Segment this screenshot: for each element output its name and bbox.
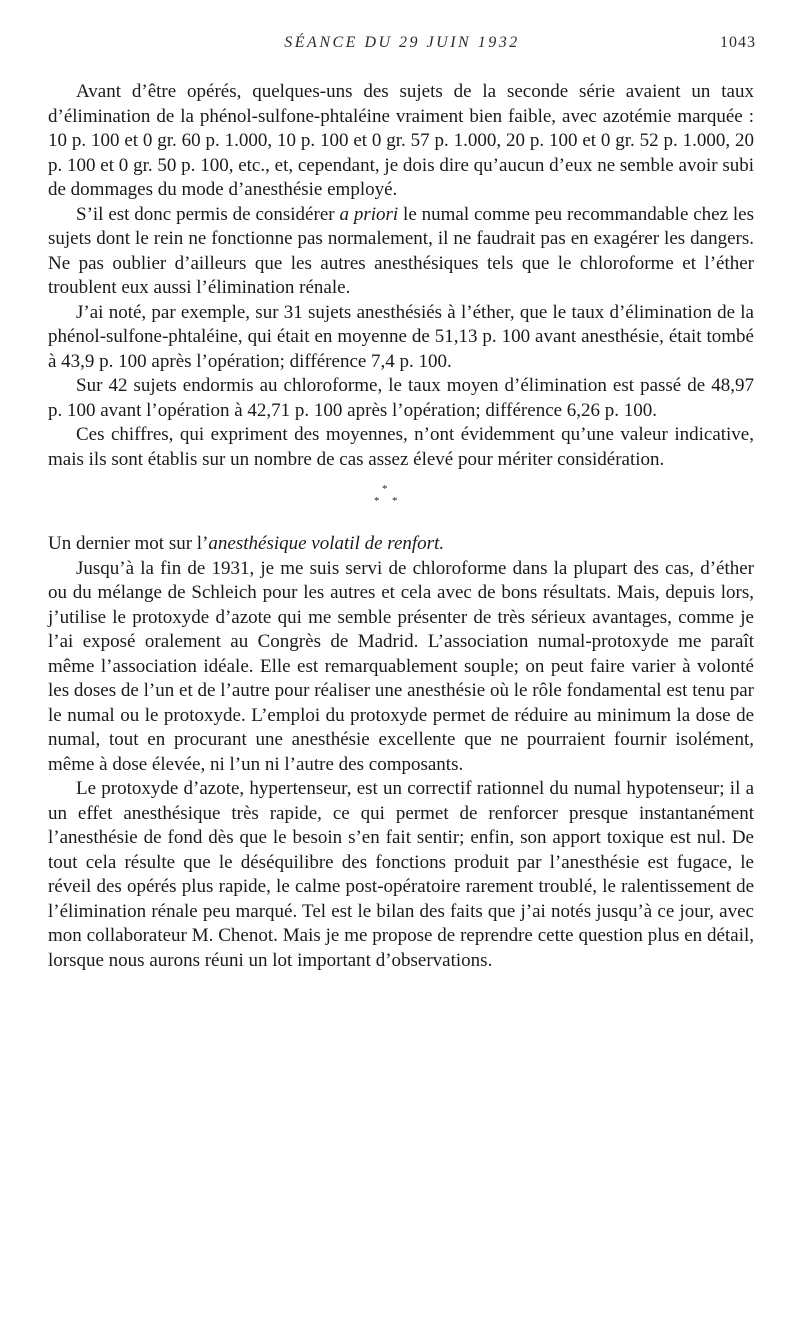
paragraph-2-italic: a priori xyxy=(339,203,399,225)
page-number: 1043 xyxy=(720,34,756,51)
separator-star: * xyxy=(382,483,388,495)
paragraph-2 xyxy=(48,203,754,301)
paragraph-2-text-a: S’il est donc permis de considérer xyxy=(76,203,340,225)
section-separator xyxy=(48,472,754,532)
separator-star: * xyxy=(374,495,380,507)
paragraph-3: J’ai noté, par exemple, sur 31 sujets anesthésiés à l’éther, que le taux d’élimination de la phénol-sulfone-phtaléine, qui était en moyenne de 51,13 p. 100 avant anesthésie, était tombé à 43,9 p. 100 après l’opération; différence 7,4 p. 100. xyxy=(48,301,754,372)
section-heading-text: Un dernier mot sur l’ xyxy=(48,533,209,554)
section-heading-italic: anesthésique volatil de renfort. xyxy=(208,533,445,554)
paragraph-4: Sur 42 sujets endormis au chloroforme, le taux moyen d’élimination est passé de 48,97 p. 100 avant l’opération à 42,71 p. 100 après l’opération; différence 6,26 p. 100. xyxy=(48,375,754,421)
running-title: SÉANCE DU 29 JUIN 1932 xyxy=(284,34,520,51)
paragraph-1: Avant d’être opérés, quelques-uns des sujets de la seconde série avaient un taux d’élimination de la phénol-sulfone-phtaléine vraiment bien faible, avec azotémie marquée : 10 p. 100 et 0 gr. 60 p. 1.000, 10 p. 100 et 0 gr. 57 p. 1.000, 20 p. 100 et 0 gr. 52 p. 1.000, 20 p. 100 et 0 gr. 50 p. 100, etc., et, cependant, je dois dire qu’aucun d’eux ne semble avoir subi de dommages du mode d’anesthésie employé. xyxy=(48,81,754,200)
separator-star: * xyxy=(392,495,398,507)
body-text xyxy=(48,80,754,973)
section-heading xyxy=(48,532,754,557)
paragraph-5: Ces chiffres, qui expriment des moyennes, n’ont évidemment qu’une valeur indicative, mais ils sont établis sur un nombre de cas assez élevé pour mériter considération. xyxy=(48,424,754,470)
paragraph-7: Le protoxyde d’azote, hypertenseur, est un correctif rationnel du numal hypotenseur; il a un effet anesthésique très rapide, ce qui permet de renforcer presque instantanément l’anesthésie de fond dès que le besoin s’en fait sentir; enfin, son apport toxique est nul. De tout cela résulte que le déséquilibre des fonctions produit par l’anesthésie est fugace, le réveil des opérés plus rapide, le calme post-opératoire rarement troublé, le ralentissement de l’élimination rénale peu marqué. Tel est le bilan des faits que j’ai notés jusqu’à ce jour, avec mon collaborateur M. Chenot. Mais je me propose de reprendre cette question plus en détail, lorsque nous aurons réuni un lot important d’observations. xyxy=(48,778,754,971)
paragraph-2-text-b: le numal comme peu recommandable chez les sujets dont le rein ne fonctionne pas normalement, il ne faudrait pas en exagérer les dangers. Ne pas oublier d’ailleurs que les autres anesthésiques tels que le chloroforme et l’éther troublent eux aussi l’élimination rénale. xyxy=(48,203,755,298)
paragraph-6: Jusqu’à la fin de 1931, je me suis servi de chloroforme dans la plupart des cas, d’éther ou du mélange de Schleich pour les autres et cela avec de bons résultats. Mais, depuis lors, j’utilise le protoxyde d’azote qui me semble présenter de très sérieux avantages, comme je l’ai exposé oralement au Congrès de Madrid. L’association numal-protoxyde me paraît même l’association idéale. Elle est remarquablement souple; on peut faire varier à volonté les doses de l’un et de l’autre pour réaliser une anesthésie où le rôle fondamental est tenu par le numal ou le protoxyde. L’emploi du protoxyde permet de réduire au minimum la dose de numal, tout en procurant une anesthésie excellente que ne pourraient fournir isolément, même à dose élevée, ni l’un ni l’autre des composants. xyxy=(48,557,754,775)
page-header xyxy=(48,34,756,58)
